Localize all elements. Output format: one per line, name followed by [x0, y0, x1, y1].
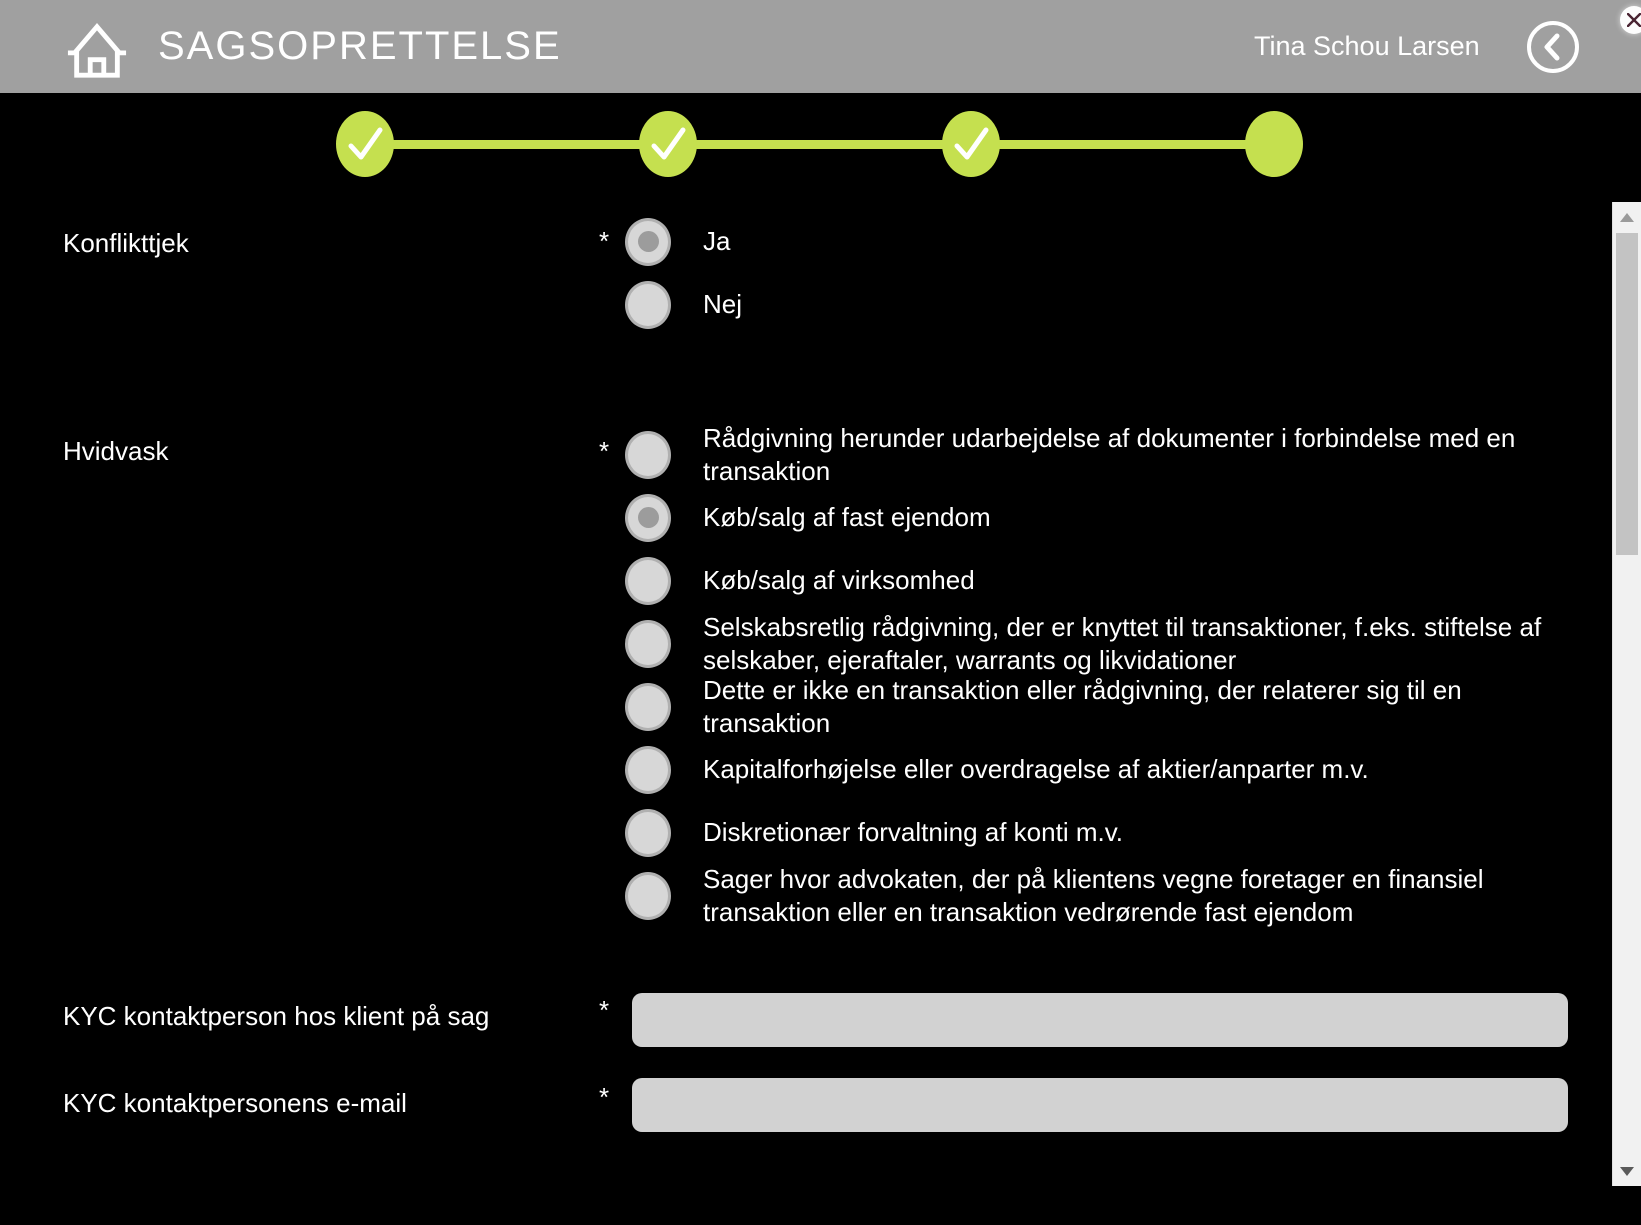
- radio-option[interactable]: [625, 738, 1553, 801]
- radio-button[interactable]: [625, 218, 671, 266]
- stepper-step[interactable]: [942, 111, 1000, 177]
- vertical-scrollbar[interactable]: [1612, 202, 1641, 1186]
- radio-option[interactable]: [625, 273, 1553, 336]
- scroll-down-button[interactable]: [1613, 1156, 1641, 1186]
- scrollbar-thumb[interactable]: [1616, 233, 1638, 555]
- progress-stepper: [336, 111, 1303, 177]
- kyc-kontaktperson-input[interactable]: [632, 993, 1568, 1047]
- radio-option-label: Rådgivning herunder udarbejdelse af dokumenter i forbindelse med en transaktion: [703, 422, 1516, 486]
- radio-button[interactable]: [625, 494, 671, 542]
- radio-option-label: Nej: [703, 289, 743, 319]
- radio-button[interactable]: [625, 281, 671, 329]
- stepper-step[interactable]: [1245, 111, 1303, 177]
- check-icon: [942, 111, 1000, 177]
- home-icon[interactable]: [66, 17, 128, 81]
- stepper-step[interactable]: [336, 111, 394, 177]
- radio-option-label: Køb/salg af fast ejendom: [703, 502, 991, 532]
- required-asterisk: *: [598, 226, 610, 256]
- x-icon: [1627, 13, 1641, 27]
- radio-option[interactable]: [625, 210, 1553, 273]
- close-button[interactable]: [1620, 6, 1641, 34]
- radio-option[interactable]: [625, 864, 1553, 927]
- radio-button[interactable]: [625, 809, 671, 857]
- header-bar: [0, 0, 1641, 93]
- radio-option[interactable]: [625, 612, 1553, 675]
- radio-option-label: Dette er ikke en transaktion eller rådgivning, der relaterer sig til en transaktion: [703, 674, 1462, 738]
- field-label: KYC kontaktpersonens e-mail: [63, 1088, 407, 1118]
- required-asterisk: *: [598, 1082, 610, 1112]
- field-label: KYC kontaktperson hos klient på sag: [63, 1001, 490, 1031]
- user-name: Tina Schou Larsen: [1254, 31, 1480, 61]
- radio-option-label: Køb/salg af virksomhed: [703, 565, 975, 595]
- field-label: Konflikttjek: [63, 228, 189, 258]
- radio-button[interactable]: [625, 620, 671, 668]
- radio-dot: [638, 231, 659, 252]
- radio-option-label: Selskabsretlig rådgivning, der er knyttet til transaktioner, f.eks. stiftelse af selskaber, ejeraftaler, warrants og likvidationer: [703, 611, 1542, 675]
- radio-option-label: Kapitalforhøjelse eller overdragelse af aktier/anparter m.v.: [703, 754, 1369, 784]
- triangle-up-icon: [1620, 213, 1634, 222]
- required-asterisk: *: [598, 436, 610, 466]
- back-button[interactable]: [1527, 21, 1579, 73]
- konflikttjek-options: [625, 210, 1553, 336]
- hvidvask-options: [625, 423, 1553, 927]
- radio-button[interactable]: [625, 557, 671, 605]
- required-asterisk: *: [598, 995, 610, 1025]
- check-icon: [639, 111, 697, 177]
- radio-option-label: Diskretionær forvaltning af konti m.v.: [703, 817, 1123, 847]
- radio-option[interactable]: [625, 675, 1553, 738]
- radio-option-label: Sager hvor advokaten, der på klientens vegne foretager en finansiel transaktion eller en transaktion vedrørende fast ejendom: [703, 863, 1484, 927]
- radio-button[interactable]: [625, 872, 671, 920]
- field-label: Hvidvask: [63, 436, 169, 466]
- radio-dot: [638, 507, 659, 528]
- scroll-up-button[interactable]: [1613, 202, 1641, 232]
- chevron-left-icon: [1531, 25, 1575, 69]
- radio-button[interactable]: [625, 683, 671, 731]
- triangle-down-icon: [1620, 1167, 1634, 1176]
- radio-button[interactable]: [625, 746, 671, 794]
- radio-button[interactable]: [625, 431, 671, 479]
- radio-option[interactable]: [625, 423, 1553, 486]
- kyc-email-input[interactable]: [632, 1078, 1568, 1132]
- page-title: SAGSOPRETTELSE: [158, 24, 562, 68]
- stepper-step[interactable]: [639, 111, 697, 177]
- check-icon: [336, 111, 394, 177]
- radio-option[interactable]: [625, 549, 1553, 612]
- radio-option-label: Ja: [703, 226, 731, 256]
- radio-option[interactable]: [625, 801, 1553, 864]
- radio-option[interactable]: [625, 486, 1553, 549]
